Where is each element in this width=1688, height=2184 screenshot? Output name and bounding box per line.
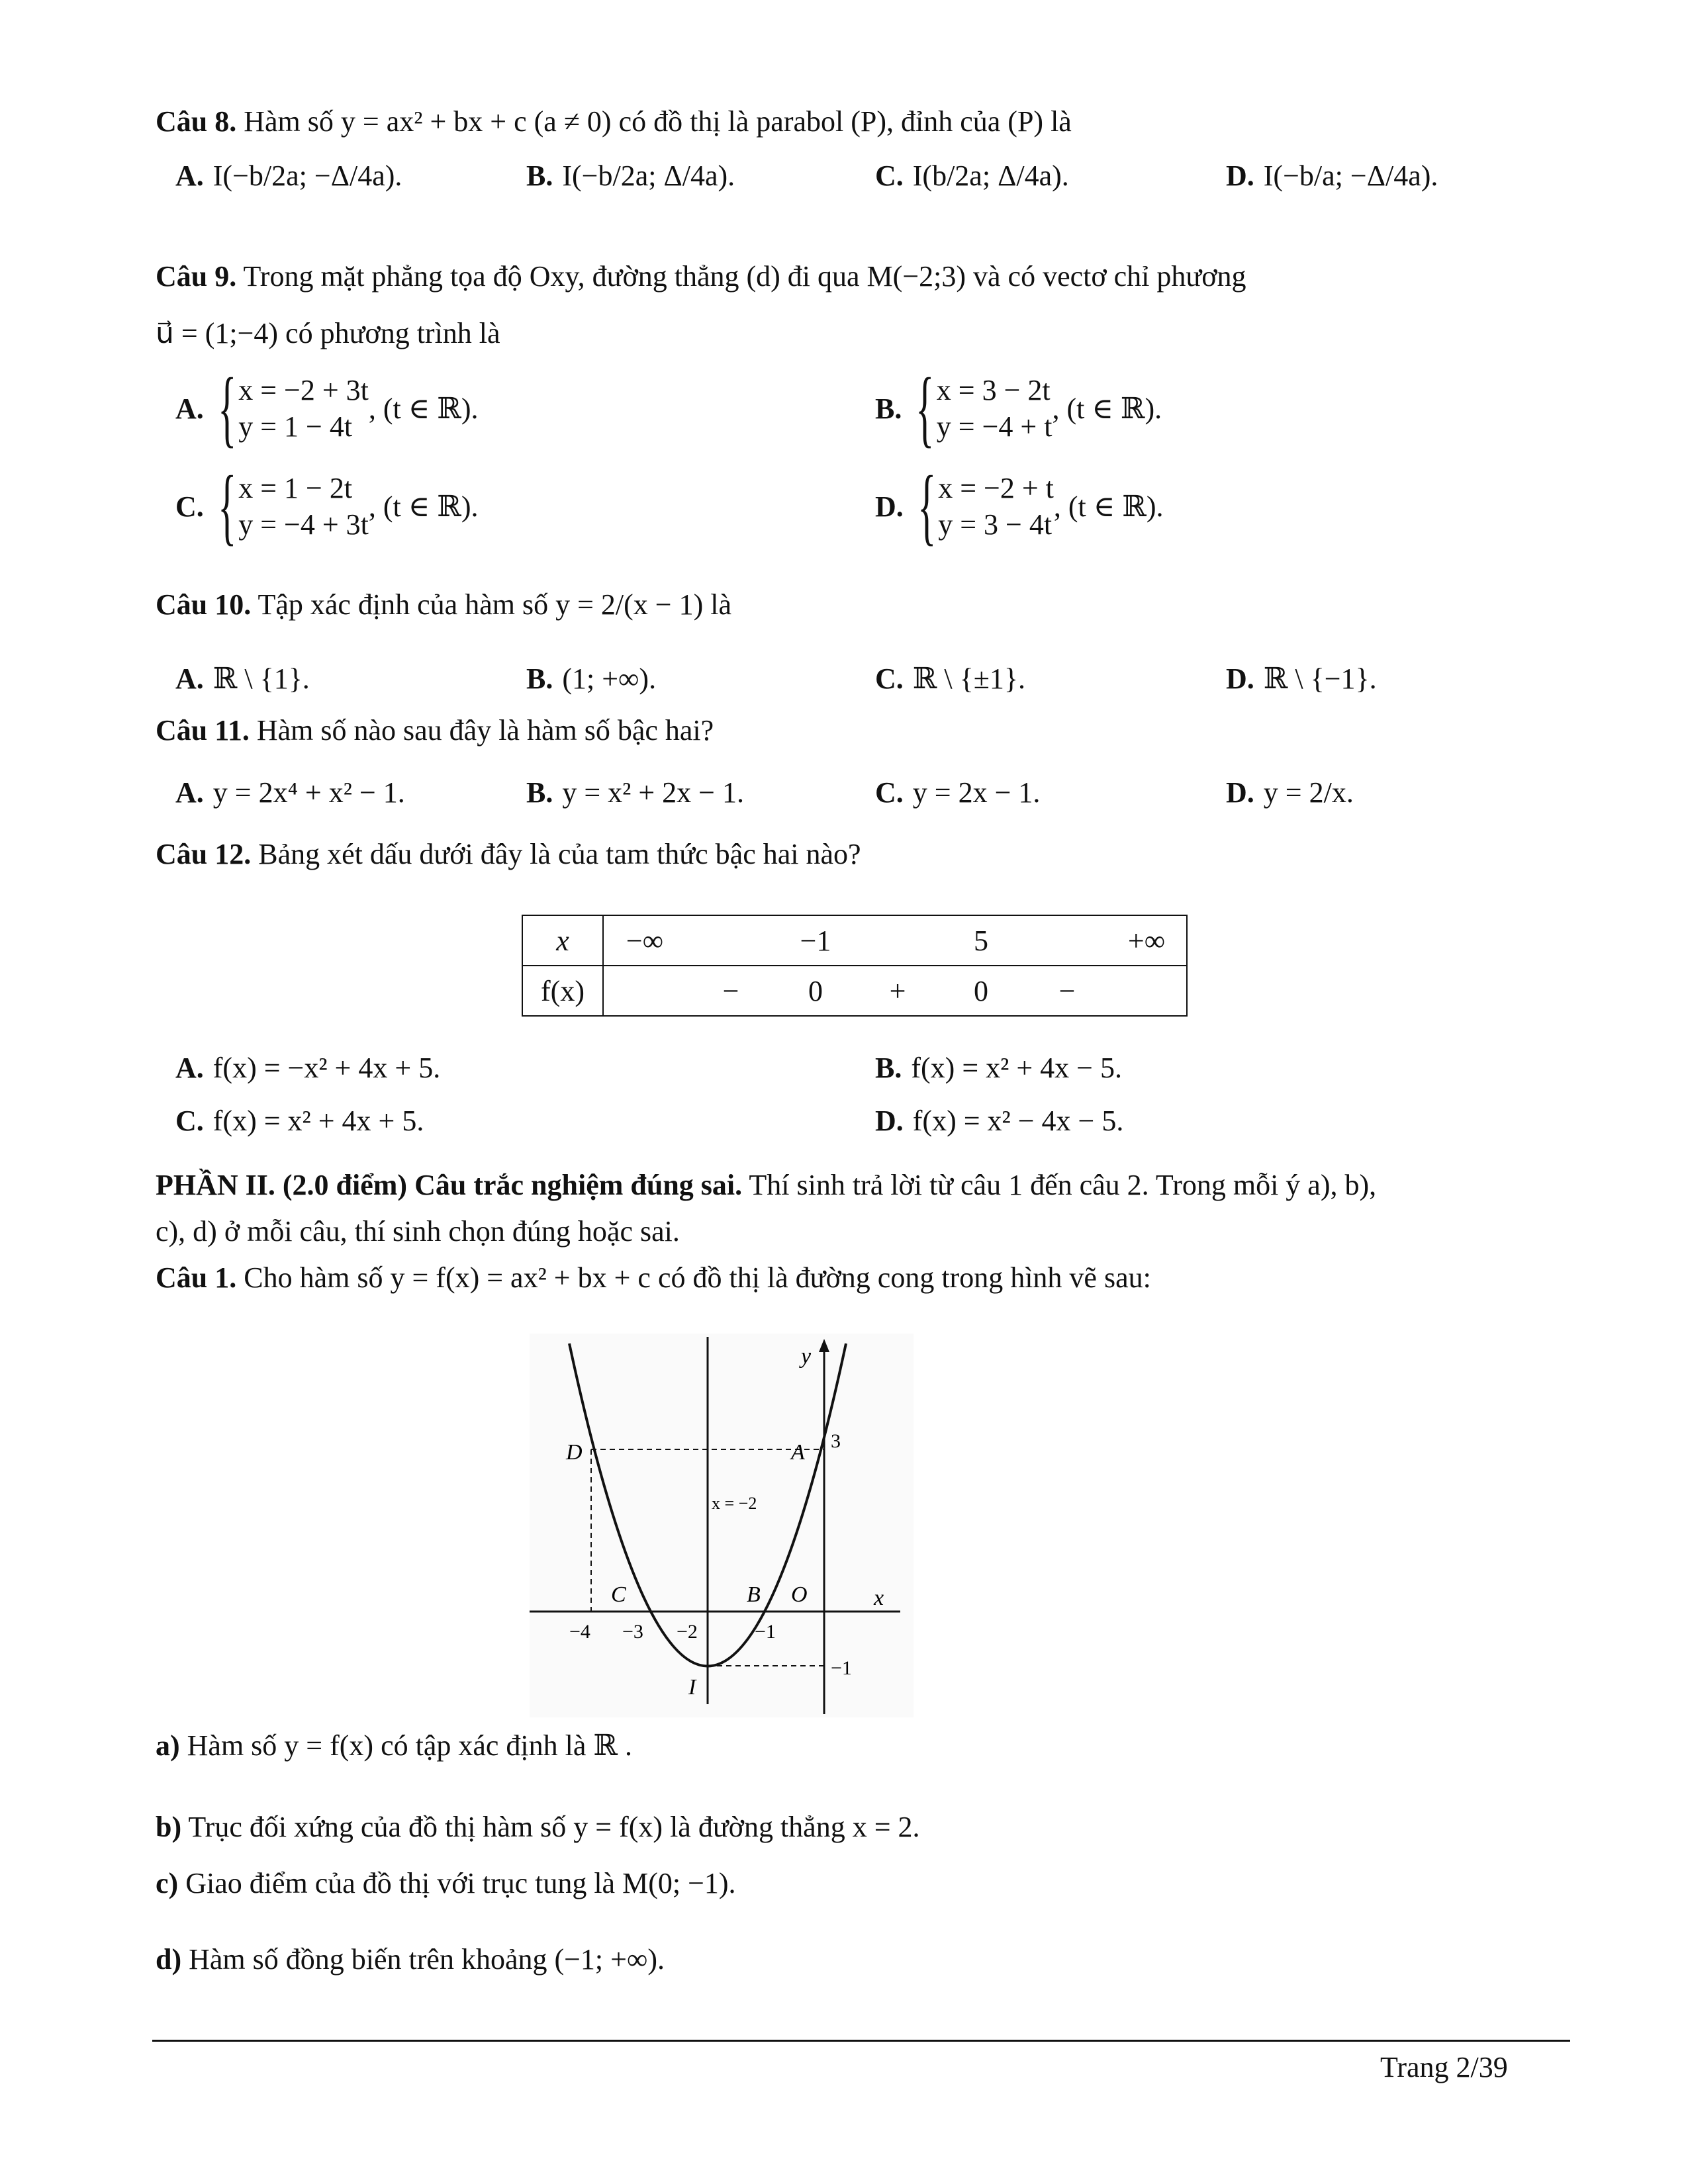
- answer-option[interactable]: [1226, 159, 1438, 193]
- answer-option[interactable]: [526, 159, 735, 193]
- question-10: [156, 588, 1575, 623]
- tick-x-2: −2: [677, 1621, 698, 1643]
- statement-d[interactable]: [156, 1942, 1575, 1978]
- tick-x-1: −1: [755, 1621, 776, 1643]
- table-sign: +: [889, 975, 906, 1007]
- sign-table-signs: [603, 966, 1187, 1016]
- option-label: C.: [875, 662, 904, 695]
- question-label: Câu 1.: [156, 1261, 237, 1294]
- answer-option[interactable]: [875, 1104, 1123, 1138]
- point-C-label: C: [611, 1582, 626, 1607]
- point-A-label: A: [791, 1440, 805, 1465]
- statement-a[interactable]: [156, 1729, 1575, 1764]
- point-I-label: I: [688, 1675, 696, 1700]
- statement-b[interactable]: [156, 1810, 1575, 1845]
- question-9: [156, 259, 1575, 295]
- part-subtitle: Câu trắc nghiệm đúng sai.: [414, 1169, 743, 1201]
- option-label: D.: [875, 1105, 904, 1137]
- answer-option[interactable]: A. { x = −2 + 3t y = 1 − 4t , (t ∈ ℝ).: [175, 361, 479, 456]
- graph-background: [530, 1334, 914, 1717]
- question-8: [156, 105, 1575, 140]
- option-label: A.: [175, 392, 204, 425]
- answer-option[interactable]: [526, 776, 744, 809]
- option-text: I(−b/a; −Δ/4a).: [1263, 159, 1438, 192]
- answer-option[interactable]: [1226, 662, 1377, 696]
- answer-option[interactable]: [175, 776, 405, 809]
- question-text: Cho hàm số y = f(x) = ax² + bx + c có đồ thị là đường cong trong hình vẽ sau:: [236, 1261, 1151, 1294]
- answer-option[interactable]: [175, 1051, 440, 1085]
- sign-table: [522, 915, 1188, 1017]
- table-value: −∞: [626, 925, 664, 957]
- part-title: PHẦN II. (2.0 điểm): [156, 1169, 408, 1201]
- equation-system: { x = −2 + 3t y = 1 − 4t: [217, 361, 369, 456]
- option-label: B.: [526, 159, 553, 192]
- option-text: I(−b/2a; Δ/4a).: [562, 159, 735, 192]
- equation-system: { x = 1 − 2t y = −4 + 3t: [217, 459, 369, 554]
- option-label: D.: [1226, 159, 1254, 192]
- y-axis-label: y: [801, 1344, 812, 1369]
- table-value: +∞: [1127, 925, 1166, 957]
- option-text: y = 2x⁴ + x² − 1.: [212, 776, 405, 809]
- page-number: Trang 2/39: [1380, 2051, 1508, 2083]
- answer-option[interactable]: [526, 662, 656, 696]
- option-label: A.: [175, 776, 204, 809]
- answer-option[interactable]: [175, 159, 402, 193]
- option-text: (1; +∞).: [562, 662, 657, 695]
- sign-table-x-header: x: [522, 915, 603, 966]
- table-sign: 0: [974, 975, 988, 1007]
- question-text: Hàm số nào sau đây là hàm số bậc hai?: [249, 714, 714, 747]
- answer-option[interactable]: C. { x = 1 − 2t y = −4 + 3t , (t ∈ ℝ).: [175, 459, 479, 554]
- part-2-line2: [156, 1214, 1575, 1250]
- option-label: C.: [875, 159, 904, 192]
- part2-question-1: [156, 1261, 1575, 1296]
- question-text: Hàm số y = ax² + bx + c (a ≠ 0) có đồ thị là parabol (P), đỉnh của (P) là: [236, 105, 1072, 138]
- answer-option[interactable]: [875, 776, 1040, 809]
- sign-table-x-row: [522, 915, 1187, 966]
- option-label: C.: [175, 1105, 204, 1137]
- option-text: f(x) = x² + 4x + 5.: [212, 1105, 424, 1137]
- equation-system: { x = 3 − 2t y = −4 + t: [915, 361, 1053, 456]
- question-12: [156, 837, 1575, 872]
- table-sign: −: [722, 975, 739, 1007]
- question-11: [156, 713, 1575, 749]
- option-text: f(x) = −x² + 4x + 5.: [212, 1052, 441, 1084]
- statement-text: Giao điểm của đồ thị với trục tung là M(0; −1).: [178, 1867, 736, 1899]
- table-sign: −: [1058, 975, 1076, 1007]
- part-text: c), d) ở mỗi câu, thí sinh chọn đúng hoặc sai.: [156, 1215, 680, 1248]
- answer-option[interactable]: B. { x = 3 − 2t y = −4 + t , (t ∈ ℝ).: [875, 361, 1162, 456]
- option-text: y = 2x − 1.: [912, 776, 1041, 809]
- statement-label: a): [156, 1729, 180, 1762]
- point-O-label: O: [791, 1582, 808, 1607]
- answer-option[interactable]: D. { x = −2 + t y = 3 − 4t , (t ∈ ℝ).: [875, 459, 1164, 554]
- question-text: Tập xác định của hàm số y = 2/(x − 1) là: [251, 588, 731, 621]
- option-label: C.: [175, 490, 204, 523]
- option-text: y = x² + 2x − 1.: [562, 776, 744, 809]
- option-label: B.: [526, 662, 553, 695]
- option-label: B.: [526, 776, 553, 809]
- symmetry-label: x = −2: [712, 1494, 757, 1513]
- point-B-label: B: [747, 1582, 761, 1607]
- option-text: ℝ \ {±1}.: [912, 662, 1025, 695]
- x-axis-label: x: [874, 1586, 884, 1610]
- table-sign: 0: [808, 975, 823, 1007]
- option-text: y = 2/x.: [1263, 776, 1354, 809]
- option-text: I(b/2a; Δ/4a).: [912, 159, 1069, 192]
- answer-option[interactable]: [175, 662, 310, 696]
- table-value: 5: [974, 925, 988, 957]
- statement-text: Trục đối xứng của đồ thị hàm số y = f(x) là đường thẳng x = 2.: [181, 1811, 920, 1843]
- question-label: Câu 10.: [156, 588, 252, 621]
- option-text: f(x) = x² + 4x − 5.: [911, 1052, 1122, 1084]
- question-text: u⃗ = (1;−4) có phương trình là: [156, 317, 500, 349]
- sign-table-f-header: f(x): [522, 966, 603, 1016]
- point-D-label: D: [566, 1440, 583, 1465]
- statement-label: b): [156, 1811, 182, 1843]
- statement-label: d): [156, 1943, 182, 1976]
- option-text: f(x) = x² − 4x − 5.: [912, 1105, 1124, 1137]
- option-text: I(−b/2a; −Δ/4a).: [212, 159, 402, 192]
- statement-text: Hàm số đồng biến trên khoảng (−1; +∞).: [181, 1943, 665, 1976]
- parabola-graph: [530, 1334, 914, 1717]
- option-text: ℝ \ {−1}.: [1263, 662, 1377, 695]
- option-label: D.: [1226, 662, 1254, 695]
- tick-y-3: 3: [831, 1430, 841, 1452]
- option-text: ℝ \ {1}.: [212, 662, 310, 695]
- answer-option[interactable]: [875, 662, 1025, 696]
- statement-text: Hàm số y = f(x) có tập xác định là ℝ .: [179, 1729, 632, 1762]
- option-label: B.: [875, 1052, 902, 1084]
- question-label: Câu 11.: [156, 714, 250, 747]
- statement-c[interactable]: [156, 1866, 1575, 1901]
- option-label: C.: [875, 776, 904, 809]
- question-label: Câu 9.: [156, 260, 237, 293]
- question-label: Câu 8.: [156, 105, 237, 138]
- question-text: Trong mặt phẳng tọa độ Oxy, đường thẳng (d) đi qua M(−2;3) và có vectơ chỉ phương: [236, 260, 1246, 293]
- equation-system: { x = −2 + t y = 3 − 4t: [917, 459, 1054, 554]
- answer-option[interactable]: [1226, 776, 1354, 809]
- footer-rule: [152, 2040, 1570, 2042]
- part-2-heading: [156, 1168, 1575, 1203]
- tick-x-4: −4: [569, 1621, 590, 1643]
- option-label: A.: [175, 1052, 204, 1084]
- option-label: A.: [175, 159, 204, 192]
- answer-option[interactable]: [175, 1104, 424, 1138]
- question-label: Câu 12.: [156, 838, 252, 870]
- question-9-line2: [156, 316, 1575, 351]
- sign-table-f-row: [522, 966, 1187, 1016]
- sign-table-x-values: [603, 915, 1187, 966]
- part-text: Thí sinh trả lời từ câu 1 đến câu 2. Trong mỗi ý a), b),: [742, 1169, 1377, 1201]
- statement-label: c): [156, 1867, 179, 1899]
- tick-y-minus-1: −1: [831, 1657, 852, 1679]
- option-label: D.: [1226, 776, 1254, 809]
- option-label: B.: [875, 392, 902, 425]
- option-label: D.: [875, 490, 904, 523]
- answer-option[interactable]: [875, 159, 1069, 193]
- answer-option[interactable]: [875, 1051, 1122, 1085]
- option-label: A.: [175, 662, 204, 695]
- tick-x-3: −3: [622, 1621, 643, 1643]
- table-value: −1: [800, 925, 831, 957]
- question-text: Bảng xét dấu dưới đây là của tam thức bậc hai nào?: [251, 838, 861, 870]
